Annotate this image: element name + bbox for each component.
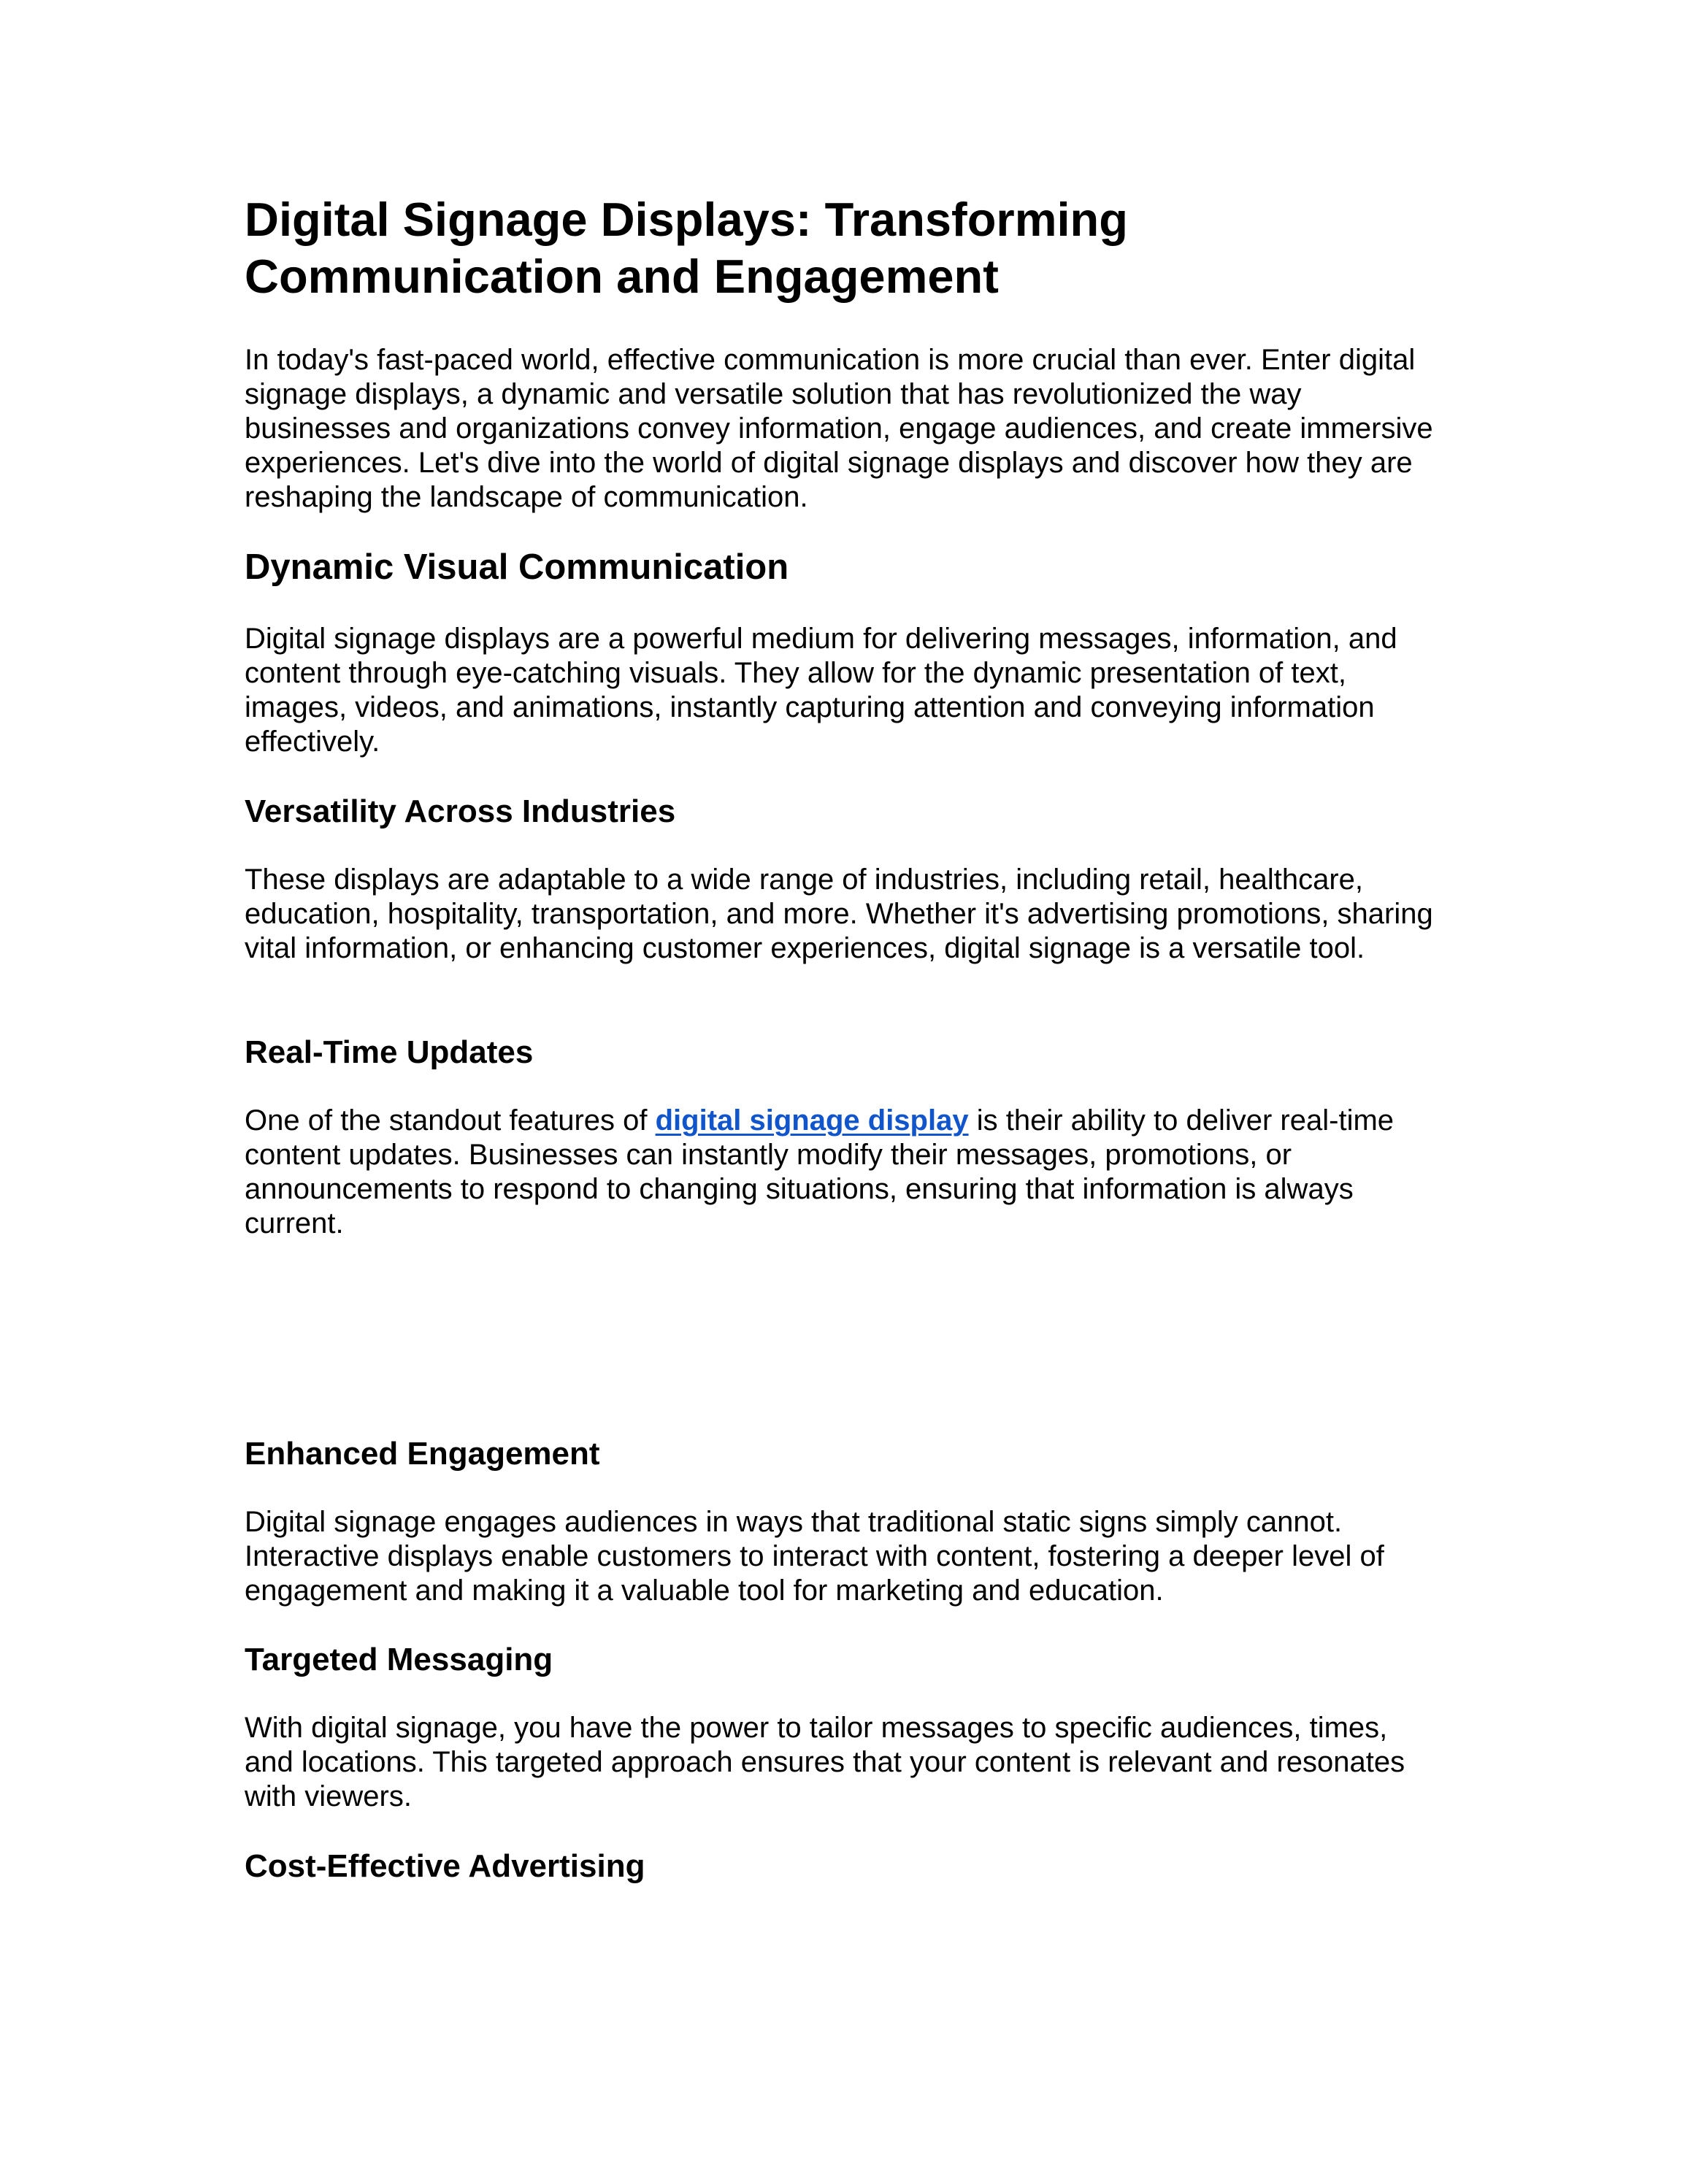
section-heading-cost-effective-advertising: Cost-Effective Advertising	[245, 1848, 645, 1884]
intro-paragraph: In today's fast-paced world, effective communication is more crucial than ever. Enter digital signage displays, a dynamic and versatile solution that has revolutionized the way businesses and organizations convey information, engage audiences, and create immersive experiences. Let's dive into the world of digital signage displays and discover how they are reshaping the landscape of communication.	[245, 344, 1433, 513]
section-body-enhanced-engagement: Digital signage engages audiences in ways that traditional static signs simply cannot. Interactive displays enable customers to interact with content, fostering a deeper level of engagement and making it a valuable tool for marketing and education.	[245, 1506, 1384, 1607]
digital-signage-display-link[interactable]: digital signage display	[655, 1104, 969, 1137]
section-heading-dynamic-visual-communication: Dynamic Visual Communication	[245, 547, 789, 587]
real-time-updates-text-after-link: is their ability to deliver real-time content updates. Businesses can instantly modify their messages, promotions, or announcements to respond to changing situations, ensuring that information is always current.	[245, 1104, 1394, 1239]
section-heading-real-time-updates: Real-Time Updates	[245, 1034, 534, 1070]
section-heading-targeted-messaging: Targeted Messaging	[245, 1642, 553, 1677]
real-time-updates-text-before-link: One of the standout features of	[245, 1104, 656, 1137]
section-body-versatility-across-industries: These displays are adaptable to a wide range of industries, including retail, healthcare, education, hospitality, transportation, and more. Whether it's advertising promotions, sharing vital information, or enhancing customer experiences, digital signage is a versatile tool.	[245, 864, 1433, 964]
section-body-real-time-updates	[245, 1104, 1442, 1241]
section-body-dynamic-visual-communication: Digital signage displays are a powerful medium for delivering messages, information, and content through eye-catching visuals. They allow for the dynamic presentation of text, images, videos, and animations, instantly capturing attention and conveying information effectively.	[245, 623, 1397, 758]
article-title: Digital Signage Displays: Transforming Communication and Engagement	[245, 193, 1128, 303]
section-heading-enhanced-engagement: Enhanced Engagement	[245, 1436, 600, 1472]
section-heading-versatility-across-industries: Versatility Across Industries	[245, 793, 676, 829]
section-body-targeted-messaging: With digital signage, you have the power to tailor messages to specific audiences, times, and locations. This targeted approach ensures that your content is relevant and resonates with viewers.	[245, 1712, 1405, 1812]
